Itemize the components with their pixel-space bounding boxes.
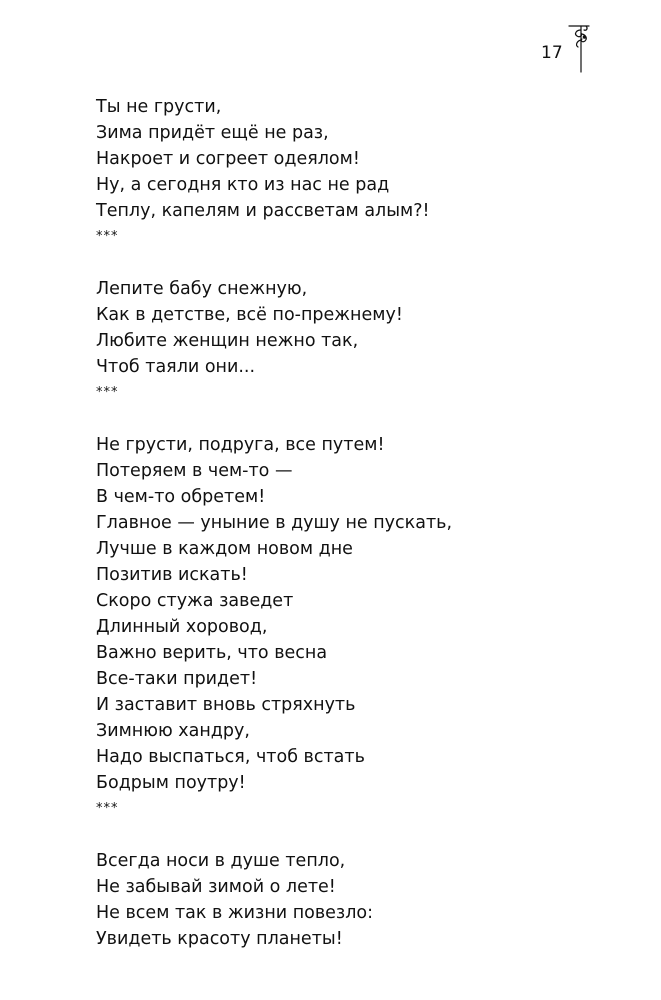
poem-line: Зимнюю хандру, [96, 721, 250, 741]
poem-line: Ты не грусти, [96, 97, 222, 117]
poem-line: Теплу, капелям и рассветам алым?! [96, 201, 430, 221]
poem-line: Позитив искать! [96, 565, 248, 585]
poem-body [96, 94, 616, 952]
poem-line: Не грусти, подруга, все путем! [96, 435, 385, 455]
poem-line: Лепите бабу снежную, [96, 279, 308, 299]
poem-line: Лучше в каждом новом дне [96, 539, 353, 559]
stanza-separator: *** [96, 385, 119, 400]
poem-line: Не забывай зимой о лете! [96, 877, 336, 897]
page-number: 17 [541, 43, 563, 63]
poem-line: Чтоб таяли они... [96, 357, 256, 377]
poem-line: Скоро стужа заведет [96, 591, 294, 611]
corner-ornament-icon [567, 24, 591, 74]
poem-line: Все-таки придет! [96, 669, 258, 689]
poem-line: Увидеть красоту планеты! [96, 929, 343, 949]
poem-line: Надо выспаться, чтоб встать [96, 747, 365, 767]
stanza [96, 276, 616, 406]
stanza-separator: *** [96, 801, 119, 816]
poem-line: Как в детстве, всё по-прежнему! [96, 305, 403, 325]
stanza [96, 848, 616, 952]
poem-line: В чем-то обретем! [96, 487, 266, 507]
poem-line: Главное — уныние в душу не пускать, [96, 513, 453, 533]
stanza-separator: *** [96, 229, 119, 244]
poem-line: Не всем так в жизни повезло: [96, 903, 374, 923]
poem-line: Ну, а сегодня кто из нас не рад [96, 175, 390, 195]
poem-line: Важно верить, что весна [96, 643, 328, 663]
poem-line: Накроет и согреет одеялом! [96, 149, 360, 169]
poem-line: Бодрым поутру! [96, 773, 246, 793]
stanza [96, 94, 616, 250]
poem-line: Любите женщин нежно так, [96, 331, 359, 351]
poem-line: Потеряем в чем-то — [96, 461, 293, 481]
poem-line: Зима придёт ещё не раз, [96, 123, 329, 143]
poem-line: И заставит вновь стряхнуть [96, 695, 356, 715]
poem-line: Длинный хоровод, [96, 617, 268, 637]
stanza [96, 432, 616, 822]
poem-line: Всегда носи в душе тепло, [96, 851, 346, 871]
